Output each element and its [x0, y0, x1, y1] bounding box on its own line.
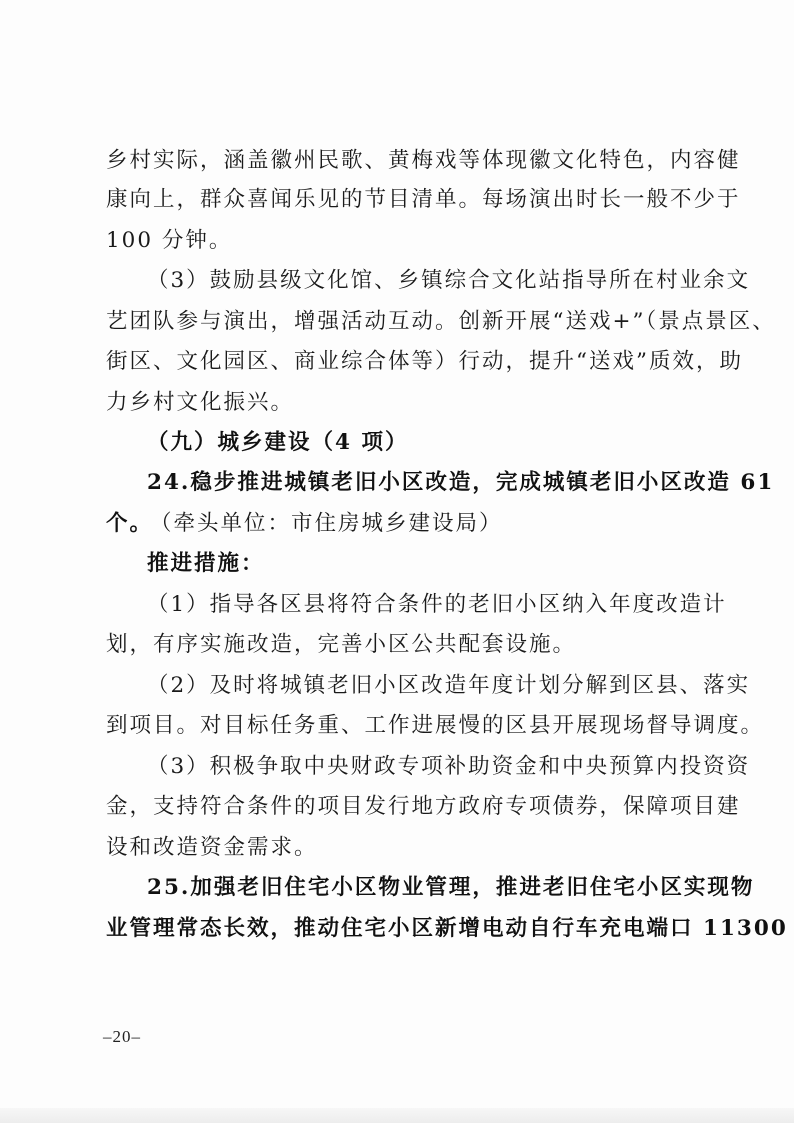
body-text-line: 金，支持符合条件的项目发行地方政府专项债券，保障项目建 — [106, 794, 741, 819]
task-heading-24-cont: 个。 — [106, 511, 154, 536]
task-heading-25: 25.加强老旧住宅小区物业管理，推进老旧住宅小区实现物 — [147, 875, 755, 900]
measures-heading: 推进措施： — [147, 551, 265, 576]
body-text-line: （2）及时将城镇老旧小区改造年度计划分解到区县、落实 — [147, 673, 751, 698]
body-text-line: （3）鼓励县级文化馆、乡镇综合文化站指导所在村业余文 — [147, 268, 751, 293]
body-text-line: 康向上，群众喜闻乐见的节目清单。每场演出时长一般不少于 — [106, 187, 741, 212]
body-text-line: 街区、文化园区、商业综合体等）行动，提升“送戏”质效，助 — [106, 349, 743, 374]
body-text-line: 100 分钟。 — [106, 228, 233, 253]
page-number: –20– — [103, 1027, 141, 1046]
body-text-line: （3）积极争取中央财政专项补助资金和中央预算内投资资 — [147, 754, 751, 779]
body-text-line: （1）指导各区县将符合条件的老旧小区纳入年度改造计 — [147, 592, 727, 617]
section-heading: （九）城乡建设（4 项） — [147, 430, 409, 455]
body-text-line: 艺团队参与演出，增强活动互动。创新开展“送戏+”（景点景区、 — [106, 309, 776, 334]
body-text-line: 力乡村文化振兴。 — [106, 390, 295, 415]
body-text-line: 划，有序实施改造，完善小区公共配套设施。 — [106, 632, 577, 657]
body-text-line: 到项目。对目标任务重、工作进展慢的区县开展现场督导调度。 — [106, 713, 765, 738]
body-text-line: 设和改造资金需求。 — [106, 835, 318, 860]
task-heading-24: 24.稳步推进城镇老旧小区改造，完成城镇老旧小区改造 61 — [147, 470, 775, 495]
lead-unit-text: （牵头单位：市住房城乡建设局） — [150, 511, 503, 536]
scan-edge — [0, 1108, 794, 1123]
task-heading-25-cont: 业管理常态长效，推动住宅小区新增电动自行车充电端口 11300 — [106, 916, 788, 941]
body-text-line: 乡村实际，涵盖徽州民歌、黄梅戏等体现徽文化特色，内容健 — [106, 148, 741, 173]
